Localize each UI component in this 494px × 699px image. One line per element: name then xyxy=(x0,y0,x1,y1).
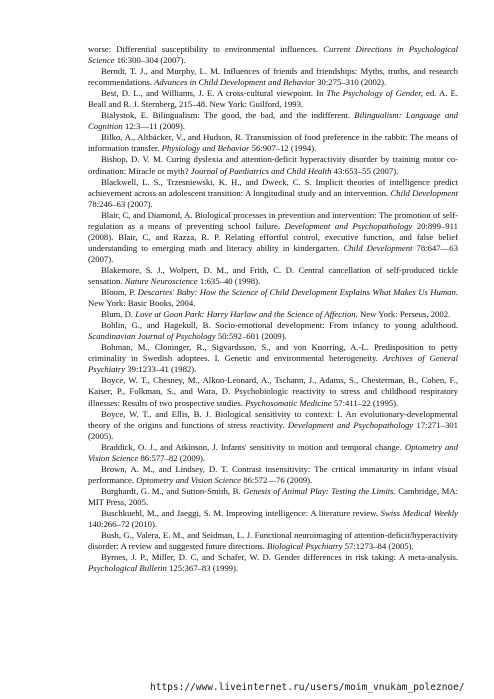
reference-text: Bilko, A., Altbäcker, V., and Hudson, R. Transmission of food preference in the rabbit: The means of information transfer. xyxy=(88,132,458,154)
reference-entry xyxy=(88,508,458,530)
reference-entry xyxy=(88,265,458,287)
reference-text: Burghardt, G. M., and Sutton-Smith, B. xyxy=(101,485,244,496)
reference-title-italic: Descartes' Baby: How the Science of Child Development Explains What Makes Us Human. xyxy=(137,287,458,298)
reference-title-italic: Optometry and Vision Science xyxy=(88,441,458,463)
reference-text: 86:577–82 (2009). xyxy=(138,452,206,463)
reference-text: 50:592–601 (2009). xyxy=(215,331,287,342)
reference-entry xyxy=(88,177,458,210)
reference-text: Braddick, O. J., and Atkinson, J. Infants' sensitivity to motion and temporal change. xyxy=(101,441,405,452)
reference-title-italic: Current Directions in Psychological Science xyxy=(88,44,458,66)
reference-entry xyxy=(88,287,458,309)
reference-entry xyxy=(88,44,458,66)
reference-title-italic: Development and Psychopathology xyxy=(287,419,414,430)
reference-text: Buschkuehl, M., and Jaeggi, S. M. Improving intelligence: A literature review. xyxy=(101,507,381,518)
reference-text: 12:3—11 (2009). xyxy=(122,121,185,132)
reference-title-italic: Child Development xyxy=(343,242,413,253)
reference-text: Best, D. L., and Williams, J. E. A cross-cultural viewpoint. In xyxy=(101,88,327,99)
reference-text: 57:411–22 (1995). xyxy=(331,397,399,408)
reference-text: Bohlin, G., and Hagekull, B. Socio-emotional development: From infancy to young adulthood. xyxy=(101,320,458,331)
reference-text: worse: Differential susceptibility to environmental influences. xyxy=(88,44,324,54)
reference-text: 17:271–301 (2005). xyxy=(88,419,458,441)
reference-text: 16:300–304 (2007). xyxy=(114,55,186,66)
reference-entry xyxy=(88,342,458,375)
reference-title-italic: Psychological Bulletin xyxy=(88,563,167,574)
reference-entry xyxy=(88,132,458,154)
reference-title-italic: Development and Psychopathology xyxy=(284,220,413,231)
reference-text: Bush, G., Valera, E. M., and Seidman, L. J. Functional neuroimaging of attention-deficit/hyperactivity disorder: A review and suggested future directions. xyxy=(88,530,458,552)
reference-title-italic: Psychosomatic Medicine xyxy=(245,397,332,408)
reference-text: 86:572—76 (2009). xyxy=(241,474,313,485)
source-url-watermark: https://www.liveinternet.ru/users/moim_vnukam_poleznoe/ xyxy=(150,682,465,693)
reference-text: Byrnes, J. P., Miller, D. C, and Schafer, W. D. Gender differences in risk taking: A meta-analysis. xyxy=(101,552,458,563)
reference-entry xyxy=(88,464,458,486)
reference-text: 140:266–72 (2010). xyxy=(88,519,158,530)
reference-text: 56:907–12 (1994). xyxy=(249,143,317,154)
reference-text: Boyce, W. T., and Ellis, B. J. Biological sensitivity to context: I. An evolutionary-developmental theory of the origins and functions of stress reactivity. xyxy=(88,408,458,430)
reference-entry xyxy=(88,110,458,132)
reference-title-italic: Archives of General Psychiatry xyxy=(88,353,458,375)
reference-entry xyxy=(88,409,458,442)
reference-text: 78:246–63 (2007). xyxy=(88,198,153,209)
reference-list xyxy=(88,44,458,574)
reference-text: Bialystok, E. Bilingualism: The good, the bad, and the indifferent. xyxy=(101,110,355,121)
reference-text: 20:899–911 (2008). Blair, C, and Razza, R. P. Relating effortful control, executive function, and false belief understanding to emerging math and literacy ability in kindergarten. xyxy=(88,220,458,253)
reference-text: Cambridge, MA: MIT Press, 2005. xyxy=(88,485,459,507)
reference-entry xyxy=(88,442,458,464)
reference-entry xyxy=(88,530,458,552)
reference-entry xyxy=(88,552,458,574)
reference-text: Blair, C, and Diamond, A. Biological processes in prevention and intervention: The promotion of self-regulation as a means of preventing school failure. xyxy=(88,209,458,231)
reference-title-italic: Scandinavian Journal of Psychology xyxy=(88,331,216,342)
reference-text: Brown, A. M., and Lindsey, D. T. Contrast insensitivity: The critical immaturity in infant visual performance. xyxy=(88,463,458,485)
reference-text: 125:367–83 (1999). xyxy=(166,563,239,574)
reference-title-italic: Love at Goon Park: Harry Harlow and the Science of Affection. xyxy=(135,309,358,320)
reference-title-italic: Journal of Paediatrics and Child Health xyxy=(190,165,332,176)
reference-title-italic: The Psychology of Gender, xyxy=(326,88,423,99)
reference-text: Bloom, P. xyxy=(101,287,138,298)
reference-title-italic: Optometry and Vision Science xyxy=(136,474,242,485)
reference-text: Bohman, M., Cloninger, R., Sigvardsson, S., and von Knorring, A.-L. Predisposition to petty criminality in Swedish adoptees. I. Genetic and environmental heterogeneity. xyxy=(88,342,458,364)
reference-title-italic: Genesis of Animal Play: Testing the Limits. xyxy=(243,485,396,496)
reference-text: 57:1273–84 (2005). xyxy=(342,541,414,552)
reference-entry xyxy=(88,88,458,110)
reference-text: Blakemore, S. J., Wolpert, D. M., and Frith, C. D. Central cancellation of self-produced tickle sensation. xyxy=(88,264,458,286)
reference-title-italic: Bilingualism: Language and Cognition xyxy=(88,110,458,132)
reference-entry xyxy=(88,375,458,408)
reference-entry xyxy=(88,309,458,320)
reference-title-italic: Biological Psychiatry xyxy=(267,541,343,552)
reference-text: Boyce, W. T., Chesney, M., Alkon-Leonard, A., Tschann, J., Adams, S., Chesterman, B., Cohen, F., Kaiser, P., Folkman, S., and Wara, D. Psychobiologic reactivity to stress and childhood respiratory illnesses: Results of two prospective studies. xyxy=(88,375,458,408)
reference-entry xyxy=(88,66,458,88)
reference-entry xyxy=(88,486,458,508)
reference-text: New York: Perseus, 2002. xyxy=(357,309,451,320)
reference-text: New York: Basic Books, 2004. xyxy=(88,298,196,309)
reference-text: 78:647—63 (2007). xyxy=(88,242,458,264)
reference-title-italic: Child Development xyxy=(390,187,459,198)
reference-title-italic: Swiss Medical Weekly xyxy=(380,507,458,518)
reference-entry xyxy=(88,154,458,176)
reference-text: ed. A. E. Beall and R. J. Sternberg, 215–48. New York: Guilford, 1993. xyxy=(88,88,458,110)
reference-title-italic: Advances in Child Development and Behavior xyxy=(154,77,316,88)
reference-entry xyxy=(88,320,458,342)
reference-text: 39:1233–41 (1982). xyxy=(125,364,197,375)
reference-text: 1:635–40 (1998). xyxy=(197,275,261,286)
reference-text: Blum, D. xyxy=(101,309,136,320)
reference-text: Bishop, D. V. M. Curing dyslexia and attention-deficit hyperactivity disorder by training motor co-ordination: Miracle or myth? xyxy=(88,154,458,176)
reference-text: Berndt, T. J., and Murphy, L. M. Influences of friends and friendships: Myths, truths, and research recommendations. xyxy=(88,66,458,88)
reference-title-italic: Nature Neuroscience xyxy=(124,275,198,286)
reference-text: 43:653–55 (2007). xyxy=(331,165,399,176)
reference-entry xyxy=(88,210,458,265)
reference-text: 30:275–310 (2002). xyxy=(315,77,387,88)
reference-text: Blackwell, L. S., Trzesniewski, K. H., and Dweck, C. S. Implicit theories of intelligence predict achievement across an adolescent transition: A longitudinal study and an intervention. xyxy=(88,176,458,198)
reference-title-italic: Physiology and Behavior xyxy=(161,143,250,154)
